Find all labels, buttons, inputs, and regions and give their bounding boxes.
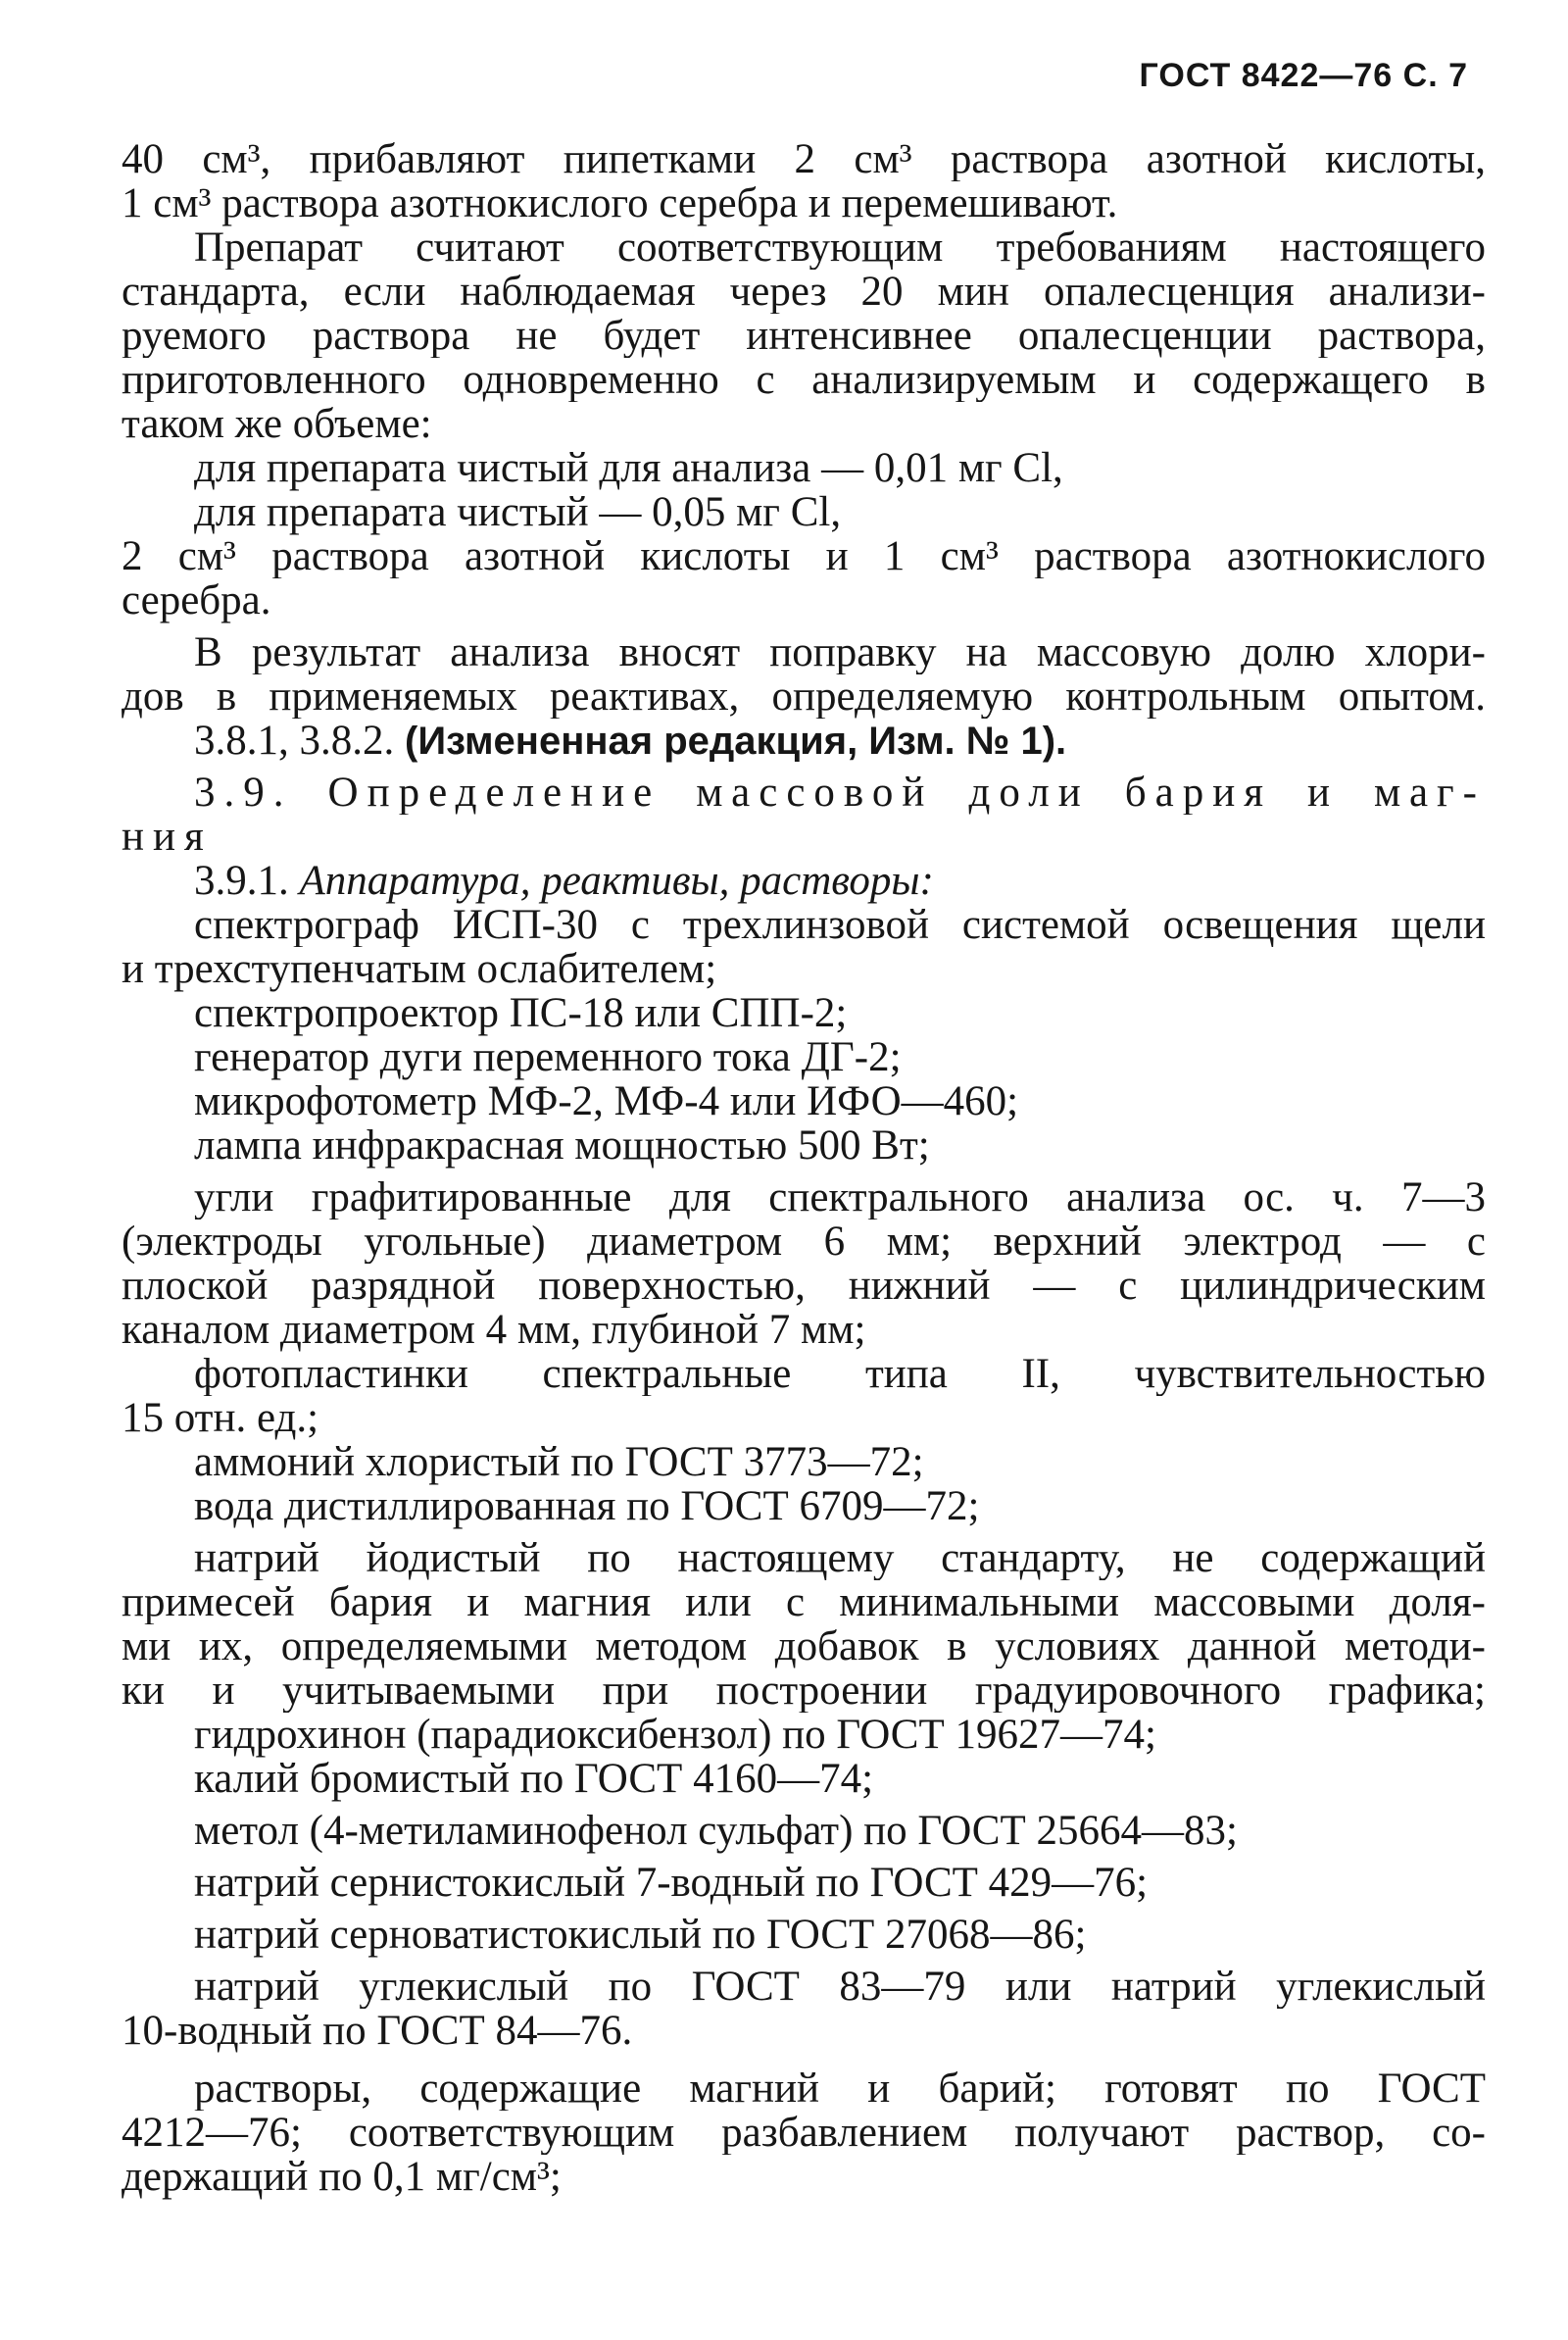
text-line: ми их, определяемыми методом добавок в условиях данной методи- bbox=[122, 1624, 1486, 1668]
document-body bbox=[122, 137, 1486, 2199]
text-line: 15 отн. ед.; bbox=[122, 1395, 319, 1441]
text-line: В результат анализа вносят поправку на массовую долю хлори- bbox=[194, 630, 1486, 674]
text-line: каналом диаметром 4 мм, глубиной 7 мм; bbox=[122, 1307, 866, 1353]
text-line: спектрограф ИСП-30 с трехлинзовой системой освещения щели bbox=[194, 903, 1486, 947]
text-line: ки и учитываемыми при построении градуировочного графика; bbox=[122, 1668, 1486, 1713]
text-line: приготовленного одновременно с анализируемым и содержащего в bbox=[122, 358, 1486, 402]
text-line: микрофотометр МФ-2, МФ-4 или ИФО—460; bbox=[194, 1078, 1019, 1124]
text-line: 1 см³ раствора азотнокислого серебра и перемешивают. bbox=[122, 180, 1118, 226]
text-line: примесей бария и магния или с минимальными массовыми доля- bbox=[122, 1580, 1486, 1624]
text-line: угли графитированные для спектрального анализа ос. ч. 7—3 bbox=[194, 1175, 1486, 1220]
text-line: 10-водный по ГОСТ 84—76. bbox=[122, 2008, 633, 2054]
subsection-title: Аппаратура, реактивы, растворы: bbox=[299, 858, 934, 904]
text-line: серебра. bbox=[122, 577, 271, 623]
text-line: 2 см³ раствора азотной кислоты и 1 см³ раствора азотнокислого bbox=[122, 534, 1486, 578]
text-line: руемого раствора не будет интенсивнее опалесценции раствора, bbox=[122, 314, 1486, 358]
text-line: натрий сернистокислый 7-водный по ГОСТ 429—76; bbox=[194, 1860, 1149, 1906]
text-line: натрий серноватистокислый по ГОСТ 27068—86; bbox=[194, 1912, 1087, 1958]
text-line: и трехступенчатым ослабителем; bbox=[122, 946, 717, 992]
page-header: ГОСТ 8422—76 С. 7 bbox=[1139, 57, 1468, 94]
amendment-note: (Измененная редакция, Изм. № 1). bbox=[405, 720, 1067, 763]
text-line: спектропроектор ПС-18 или СПП-2; bbox=[194, 990, 848, 1036]
text-line: (электроды угольные) диаметром 6 мм; верхний электрод — с bbox=[122, 1220, 1486, 1264]
text-line: Препарат считают соответствующим требованиям настоящего bbox=[194, 225, 1486, 270]
amendment-line bbox=[122, 719, 1486, 763]
text-line: фотопластинки спектральные типа II, чувствительностью bbox=[194, 1352, 1486, 1396]
text-line: гидрохинон (парадиоксибензол) по ГОСТ 19627—74; bbox=[194, 1712, 1156, 1758]
clause-number: 3.9.1. bbox=[194, 858, 300, 904]
text-line: генератор дуги переменного тока ДГ-2; bbox=[194, 1034, 902, 1080]
text-line: лампа инфракрасная мощностью 500 Вт; bbox=[194, 1122, 930, 1169]
section-heading: 3.9. Определение массовой доли бария и маг- bbox=[194, 771, 1486, 815]
text-line: таком же объеме: bbox=[122, 401, 432, 447]
text-line: вода дистиллированная по ГОСТ 6709—72; bbox=[194, 1483, 980, 1529]
text-line: дов в применяемых реактивах, определяемую контрольным опытом. bbox=[122, 674, 1486, 719]
text-line: стандарта, если наблюдаемая через 20 мин опалесценция анализи- bbox=[122, 270, 1486, 314]
subsection-heading bbox=[122, 859, 1486, 903]
text-line: натрий углекислый по ГОСТ 83—79 или натрий углекислый bbox=[194, 1965, 1486, 2009]
text-line: аммоний хлористый по ГОСТ 3773—72; bbox=[194, 1439, 924, 1485]
text-line: 40 см³, прибавляют пипетками 2 см³ раствора азотной кислоты, bbox=[122, 137, 1486, 181]
text-line: для препарата чистый — 0,05 мг Cl, bbox=[194, 489, 842, 535]
text-line: натрий йодистый по настоящему стандарту, не содержащий bbox=[194, 1536, 1486, 1580]
text-line: плоской разрядной поверхностью, нижний — с цилиндрическим bbox=[122, 1264, 1486, 1308]
text-line: 4212—76; соответствующим разбавлением получают раствор, со- bbox=[122, 2111, 1486, 2155]
text-line: метол (4-метиламинофенол сульфат) по ГОСТ 25664—83; bbox=[194, 1808, 1238, 1854]
clause-number: 3.8.1, 3.8.2. bbox=[194, 718, 405, 764]
text-line: держащий по 0,1 мг/см³; bbox=[122, 2154, 562, 2200]
text-line: растворы, содержащие магний и барий; готовят по ГОСТ bbox=[194, 2066, 1486, 2111]
text-line: калий бромистый по ГОСТ 4160—74; bbox=[194, 1756, 874, 1802]
section-heading-cont: ния bbox=[122, 814, 213, 860]
text-line: для препарата чистый для анализа — 0,01 мг Cl, bbox=[194, 445, 1063, 491]
